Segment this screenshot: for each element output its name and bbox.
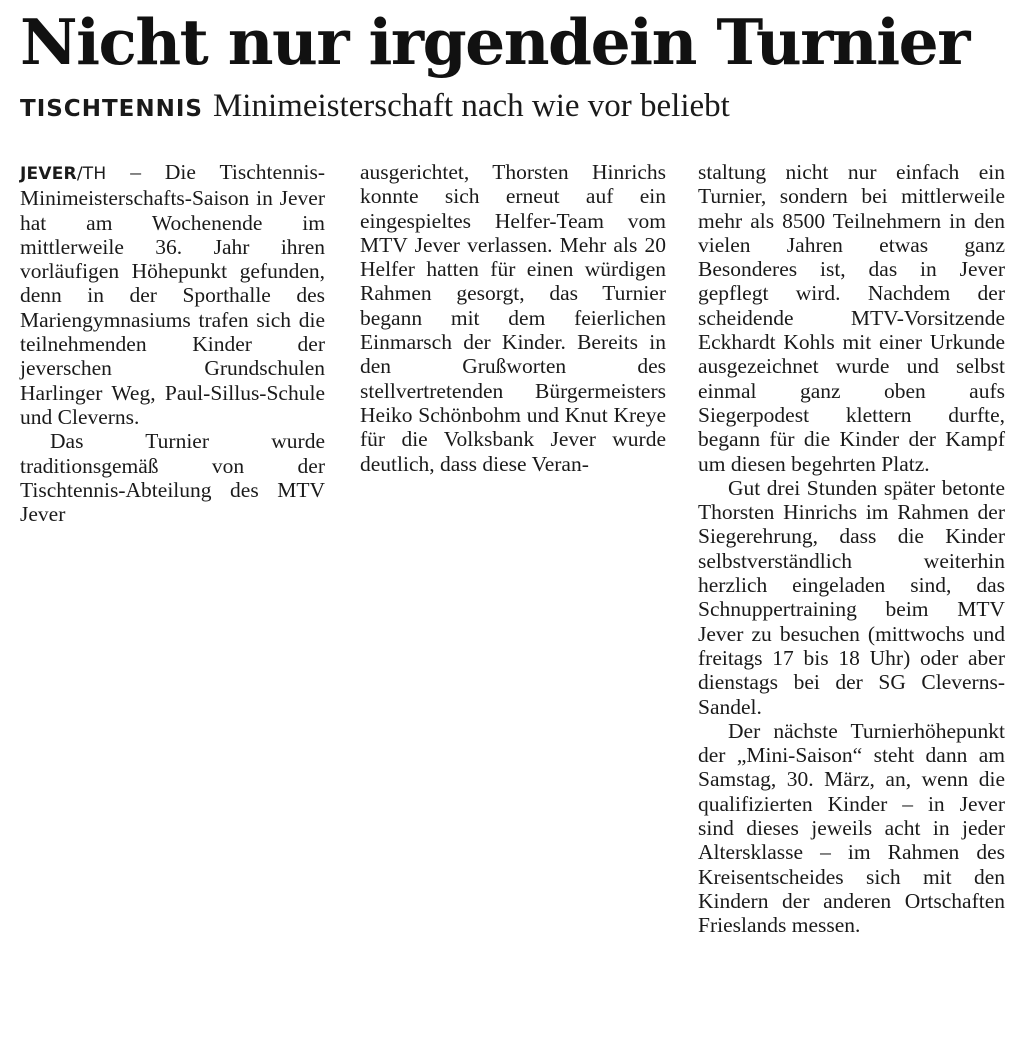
dateline-author: /TH	[76, 164, 107, 184]
paragraph-3: ausgerichtet, Thorsten Hinrichs konnte sich erneut auf ein eingespieltes Helfer-Team vom MTV Jever verlassen. Mehr als 20 Helfer hatten für einen würdigen Rahmen gesorgt, das Turnier begann mit dem feierlichen Einmarsch der Kinder. Bereits in den Grußworten des stellvertretenden Bürgermeisters Heiko Schönbohm und Knut Kreye für die Volksbank Jever wurde deutlich, dass diese Veran-	[360, 160, 666, 476]
column-3	[698, 160, 1005, 938]
paragraph-6: Der nächste Turnierhöhepunkt der „Mini-Saison“ steht dann am Samstag, 30. März, an, wenn die qualifizierten Kinder – in Jever sind dieses jeweils acht in jeder Altersklasse – im Rahmen des Kreisentscheides sich mit den Kindern der anderen Ortschaften Frieslands messen.	[698, 718, 1005, 938]
subline	[20, 84, 730, 134]
column-1	[20, 160, 325, 526]
paragraph-2: Das Turnier wurde traditionsgemäß von der Tischtennis-Abteilung des MTV Jever	[20, 429, 325, 527]
dateline-place: JEVER	[20, 164, 77, 184]
column-2	[360, 160, 666, 476]
kicker: TISCHTENNIS	[20, 96, 203, 122]
paragraph-1-text: – Die Tischtennis-Minimeisterschafts-Saison in Jever hat am Wochenende im mittlerweile 36. Jahr ihren vorläufigen Höhepunkt gefunden, denn in der Sporthalle des Mariengymnasiums trafen sich die teilnehmenden Kinder der jeverschen Grundschulen Harlinger Weg, Paul-Sillus-Schule und Cleverns.	[20, 160, 325, 429]
dateline	[20, 164, 106, 184]
paragraph-4: staltung nicht nur einfach ein Turnier, sondern bei mittlerweile mehr als 8500 Teilnehmern in den vielen Jahren etwas ganz Besonderes ist, das in Jever gepflegt wird. Nachdem der scheidende MTV-Vorsitzende Eckhardt Kohls mit einer Urkunde ausgezeichnet wurde und selbst einmal ganz oben aufs Siegerpodest klettern durfte, begann für die Kinder der Kampf um diesen begehrten Platz.	[698, 160, 1005, 476]
paragraph-5: Gut drei Stunden später betonte Thorsten Hinrichs im Rahmen der Siegerehrung, dass die Kinder selbstverständlich weiterhin herzlich eingeladen sind, das Schnuppertraining beim MTV Jever zu besuchen (mittwochs und freitags 17 bis 18 Uhr) oder aber dienstags bei der SG Cleverns-Sandel.	[698, 475, 1005, 719]
paragraph-1	[20, 160, 325, 429]
subtitle: Minimeisterschaft nach wie vor beliebt	[212, 88, 730, 124]
headline: Nicht nur irgendein Turnier	[20, 5, 969, 79]
